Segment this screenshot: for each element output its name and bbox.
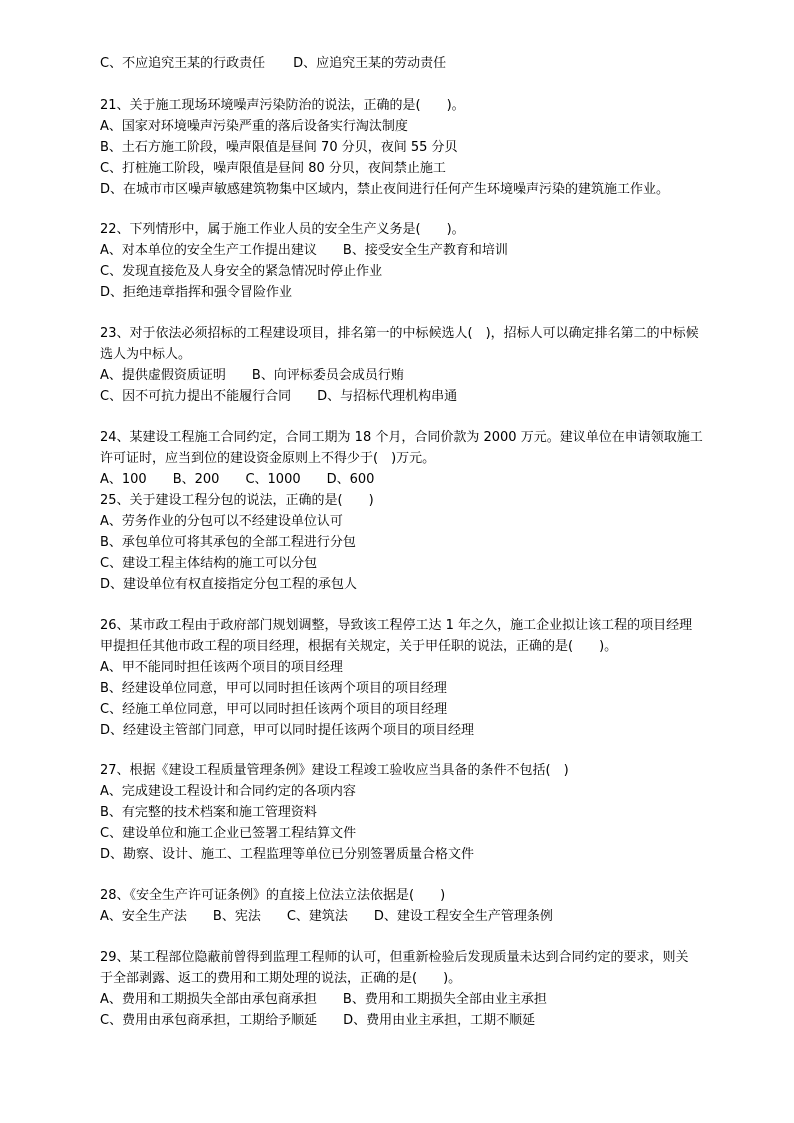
option-b: B、费用和工期损失全部由业主承担: [342, 992, 547, 1007]
option-a: A、劳务作业的分包可以不经建设单位认可: [100, 514, 343, 529]
option-b: B、有完整的技术档案和施工管理资料: [100, 805, 317, 820]
option-d: D、在城市市区噪声敏感建筑物集中区域内，禁止夜间进行任何产生环境噪声污染的建筑施工作业。: [100, 182, 670, 197]
option-a: A、甲不能同时担任该两个项目的项目经理: [100, 660, 343, 675]
option-c: C、建筑法: [286, 909, 348, 924]
question-25: 25、关于建设工程分包的说法，正确的是( ): [100, 493, 374, 508]
option-a: A、完成建设工程设计和合同约定的各项内容: [100, 784, 356, 799]
option-b: B、接受安全生产教育和培训: [342, 243, 508, 258]
option-a: A、100: [100, 472, 147, 487]
question-24-cont: 许可证时，应当到位的建设资金原则上不得少于( )万元。: [100, 451, 436, 466]
question-26-cont: 甲提担任其他市政工程的项目经理，根据有关规定，关于甲任职的说法，正确的是( )。: [100, 639, 618, 654]
option-line: [100, 367, 404, 385]
option-c: C、经施工单位同意，甲可以同时担任该两个项目的项目经理: [100, 702, 448, 717]
option-c: C、费用由承包商承担，工期给予顺延: [100, 1013, 318, 1028]
option-line: [100, 55, 446, 73]
option-a: A、对本单位的安全生产工作提出建议: [100, 243, 317, 258]
question-29: 29、某工程部位隐蔽前曾得到监理工程师的认可，但重新检验后发现质量未达到合同约定的要求，则关: [100, 950, 689, 965]
question-23: 23、对于依法必须招标的工程建设项目，排名第一的中标候选人( )，招标人可以确定排名第二的中标候: [100, 326, 699, 341]
option-b: B、承包单位可将其承包的全部工程进行分包: [100, 535, 356, 550]
option-c: C、发现直接危及人身安全的紧急情况时停止作业: [100, 264, 383, 279]
question-23-cont: 选人为中标人。: [100, 347, 192, 362]
option-d: D、建设单位有权直接指定分包工程的承包人: [100, 577, 358, 592]
option-d: D、勘察、设计、施工、工程监理等单位已分别签署质量合格文件: [100, 847, 475, 862]
option-c: C、不应追究王某的行政责任: [100, 56, 266, 71]
option-line: [100, 242, 508, 260]
question-29-cont: 于全部剥露、返工的费用和工期处理的说法，正确的是( )。: [100, 971, 462, 986]
option-line: [100, 908, 553, 926]
option-d: D、600: [326, 472, 375, 487]
option-line: [100, 1012, 535, 1030]
question-21: 21、关于施工现场环境噪声污染防治的说法，正确的是( )。: [100, 98, 465, 113]
option-c: C、1000: [245, 472, 301, 487]
option-c: C、打桩施工阶段，噪声限值是昼间 80 分贝，夜间禁止施工: [100, 161, 446, 176]
option-c: C、建设单位和施工企业已签署工程结算文件: [100, 826, 357, 841]
question-28: 28、《安全生产许可证条例》的直接上位法立法依据是( ): [100, 888, 446, 903]
question-27: 27、根据《建设工程质量管理条例》建设工程竣工验收应当具备的条件不包括( ): [100, 763, 569, 778]
option-line: [100, 388, 457, 406]
option-d: D、拒绝违章指挥和强令冒险作业: [100, 285, 293, 300]
option-line: [100, 991, 547, 1009]
question-24: 24、某建设工程施工合同约定，合同工期为 18 个月，合同价款为 2000 万元。建议单位在申请领取施工: [100, 430, 703, 445]
option-d: D、经建设主管部门同意，甲可以同时提任该两个项目的项目经理: [100, 723, 475, 738]
option-a: A、安全生产法: [100, 909, 187, 924]
option-b: B、土石方施工阶段，噪声限值是昼间 70 分贝，夜间 55 分贝: [100, 140, 458, 155]
option-d: D、与招标代理机构串通: [317, 389, 458, 404]
option-d: D、费用由业主承担，工期不顺延: [343, 1013, 536, 1028]
option-a: A、提供虚假资质证明: [100, 368, 226, 383]
option-b: B、经建设单位同意，甲可以同时担任该两个项目的项目经理: [100, 681, 447, 696]
option-c: C、建设工程主体结构的施工可以分包: [100, 556, 318, 571]
option-a: A、国家对环境噪声污染严重的落后设备实行淘汰制度: [100, 119, 408, 134]
option-c: C、因不可抗力提出不能履行合同: [100, 389, 292, 404]
question-26: 26、某市政工程由于政府部门规划调整，导致该工程停工达 1 年之久，施工企业拟让该工程的项目经理: [100, 618, 693, 633]
question-22: 22、下列情形中，属于施工作业人员的安全生产义务是( )。: [100, 222, 465, 237]
option-b: B、宪法: [212, 909, 261, 924]
option-a: A、费用和工期损失全部由承包商承担: [100, 992, 317, 1007]
option-b: B、向评标委员会成员行贿: [251, 368, 404, 383]
option-d: D、应追究王某的劳动责任: [293, 56, 447, 71]
option-d: D、建设工程安全生产管理条例: [373, 909, 553, 924]
option-line: [100, 471, 374, 489]
option-b: B、200: [172, 472, 220, 487]
